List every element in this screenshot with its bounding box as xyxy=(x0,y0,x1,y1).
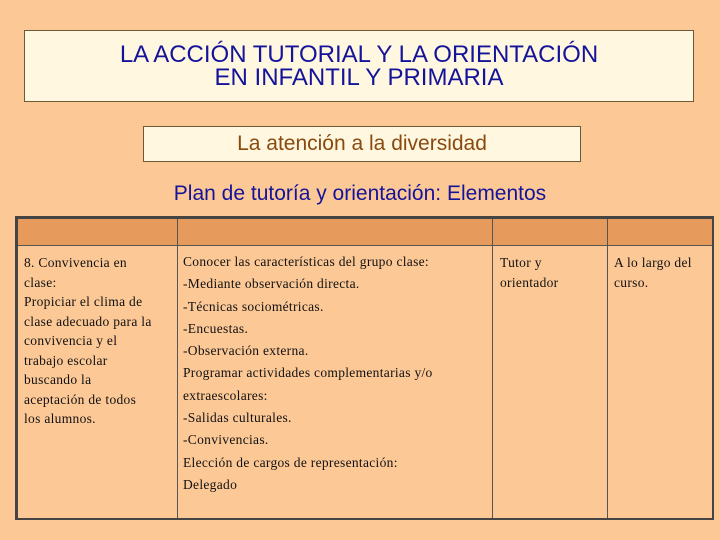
title-box xyxy=(24,30,694,102)
cell-line: Tutor y xyxy=(500,255,542,270)
table-cell-element xyxy=(24,246,172,518)
cell-line: 8. Convivencia en xyxy=(24,255,127,270)
elements-table xyxy=(15,216,714,520)
table-cell-activities xyxy=(183,246,483,518)
subtitle-box xyxy=(143,126,581,162)
cell-line: Conocer las características del grupo clase: xyxy=(183,254,429,269)
cell-line: extraescolares: xyxy=(183,387,268,403)
column-divider xyxy=(492,219,493,518)
title-line-1: LA ACCIÓN TUTORIAL Y LA ORIENTACIÓN xyxy=(119,41,599,68)
cell-line: Propiciar el clima de xyxy=(24,294,143,309)
cell-line: -Salidas culturales. xyxy=(183,410,292,426)
cell-line: orientador xyxy=(500,274,559,290)
table-cell-responsible xyxy=(500,246,600,518)
cell-line: clase: xyxy=(24,274,57,290)
cell-line: Elección de cargos de representación: xyxy=(183,454,398,470)
title-line-2: EN INFANTIL Y PRIMARIA xyxy=(214,64,504,91)
table-cell-timing xyxy=(614,246,714,518)
cell-line: buscando la xyxy=(24,372,92,387)
cell-line: A lo largo del xyxy=(614,255,692,270)
column-divider xyxy=(607,219,608,518)
cell-line: -Observación externa. xyxy=(183,343,309,359)
cell-line: -Técnicas sociométricas. xyxy=(183,298,324,314)
cell-line: convivencia y el xyxy=(24,333,118,348)
cell-line: -Convivencias. xyxy=(183,432,269,448)
subtitle: La atención a la diversidad xyxy=(237,132,487,155)
cell-line: Programar actividades complementarias y/o xyxy=(183,365,433,381)
cell-line: Delegado xyxy=(183,476,238,492)
section-heading: Plan de tutoría y orientación: Elementos xyxy=(173,182,547,205)
cell-line: clase adecuado para la xyxy=(24,313,152,329)
cell-line: -Mediante observación directa. xyxy=(183,276,360,292)
cell-line: trabajo escolar xyxy=(24,352,108,368)
cell-line: -Encuestas. xyxy=(183,320,249,336)
cell-line: los alumnos. xyxy=(24,411,96,426)
cell-line: curso. xyxy=(614,274,649,290)
column-divider xyxy=(177,219,178,518)
cell-line: aceptación de todos xyxy=(24,391,137,407)
